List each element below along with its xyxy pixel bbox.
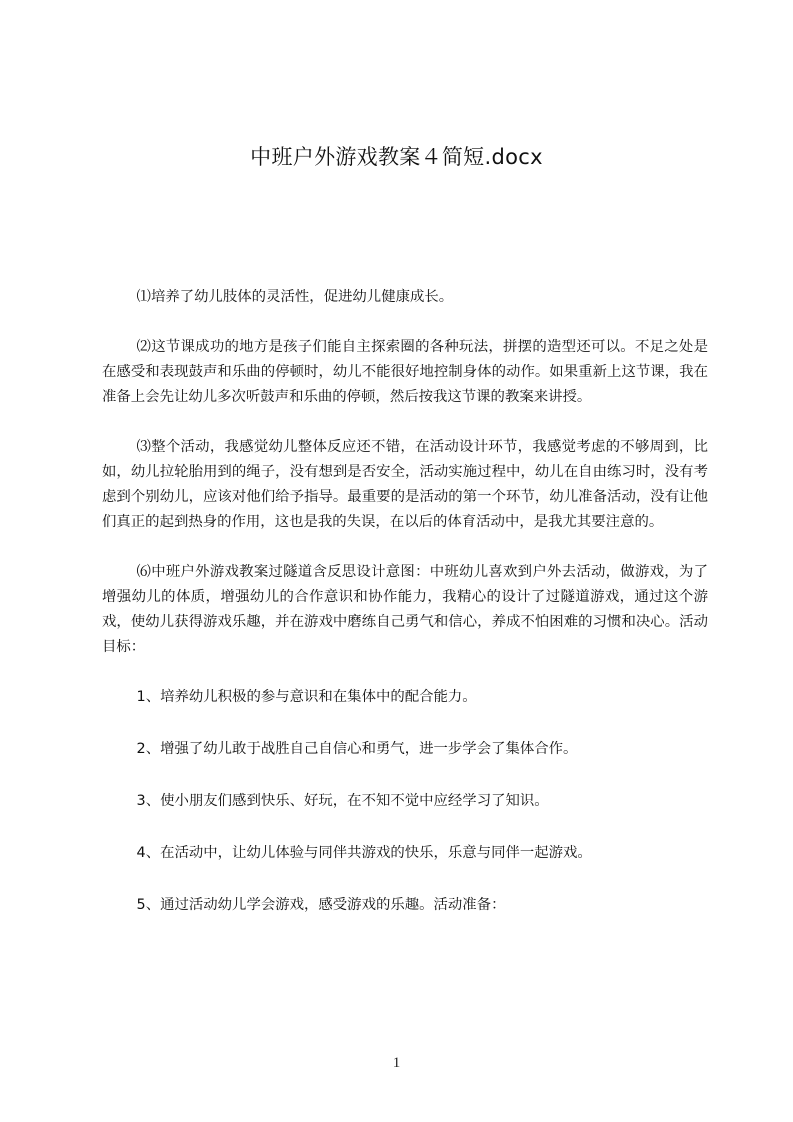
objective-5: 5、通过活动幼儿学会游戏，感受游戏的乐趣。活动准备：: [136, 897, 506, 913]
document-body: [102, 285, 708, 943]
objective-4: 4、在活动中，让幼儿体验与同伴共游戏的快乐，乐意与同伴一起游戏。: [136, 845, 592, 861]
page-number: 1: [392, 1055, 401, 1071]
objective-3: 3、使小朋友们感到快乐、好玩，在不知不觉中应经学习了知识。: [136, 793, 549, 809]
objective-2: 2、增强了幼儿敢于战胜自己自信心和勇气，进一步学会了集体合作。: [136, 741, 578, 757]
paragraph-2: ⑵这节课成功的地方是孩子们能自主探索圈的各种玩法，拼摆的造型还可以。不足之处是在感受和表现鼓声和乐曲的停顿时，幼儿不能很好地控制身体的动作。如果重新上这节课，我在准备上会先让幼儿多次听鼓声和乐曲的停顿，然后按我这节课的教案来讲授。: [102, 339, 708, 405]
paragraph-6: ⑹中班户外游戏教案过隧道含反思设计意图：中班幼儿喜欢到户外去活动，做游戏，为了增强幼儿的体质，增强幼儿的合作意识和协作能力，我精心的设计了过隧道游戏，通过这个游戏，使幼儿获得游戏乐趣，并在游戏中磨练自己勇气和信心，养成不怕困难的习惯和决心。活动目标：: [102, 564, 708, 655]
paragraph-3: ⑶整个活动，我感觉幼儿整体反应还不错，在活动设计环节，我感觉考虑的不够周到，比如，幼儿拉轮胎用到的绳子，没有想到是否安全，活动实施过程中，幼儿在自由练习时，没有考虑到个别幼儿，应该对他们给予指导。最重要的是活动的第一个环节，幼儿准备活动，没有让他们真正的起到热身的作用，这也是我的失误，在以后的体育活动中，是我尤其要注意的。: [102, 439, 708, 530]
objective-1: 1、培养幼儿积极的参与意识和在集体中的配合能力。: [136, 689, 477, 705]
document-title: 中班户外游戏教案４简短.docx: [250, 145, 543, 169]
paragraph-1: ⑴培养了幼儿肢体的灵活性，促进幼儿健康成长。: [136, 289, 454, 305]
